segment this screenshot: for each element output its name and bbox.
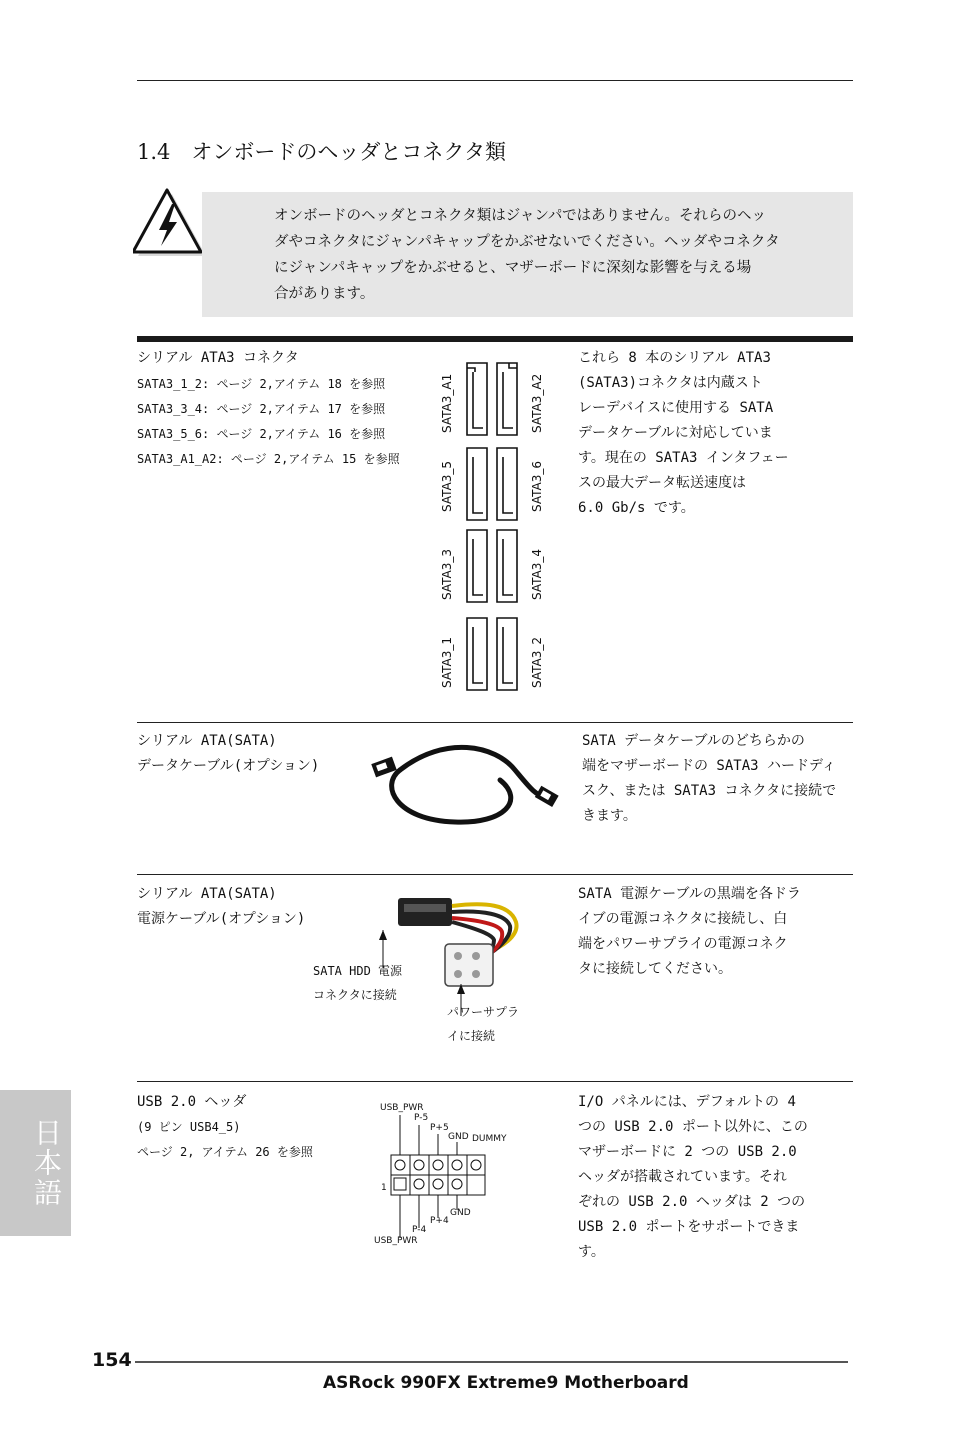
sata-power-title-line: 電源ケーブル(オプション) — [137, 911, 306, 927]
port-label-sata3-2: SATA3_2 — [530, 637, 544, 688]
port-label-sata3-6: SATA3_6 — [530, 461, 544, 512]
sata-cable-desc-line: スク、または SATA3 コネクタに接続で — [582, 783, 837, 799]
warning-lightning-icon — [133, 186, 205, 260]
note-line: ダやコネクタにジャンパキャップをかぶせないでください。ヘッダやコネクタ — [274, 234, 780, 250]
sata3-title: シリアル ATA3 コネクタ — [137, 350, 299, 366]
sata3-ref: SATA3_3_4: ページ 2,アイテム 17 を参照 — [137, 402, 386, 416]
psu-connect-label-line: パワーサプラ — [447, 1005, 520, 1019]
pin-label-usb-pwr-top: USB_PWR — [380, 1103, 424, 1113]
section-divider — [137, 1081, 853, 1082]
sata3-desc-line: レーデバイスに使用する SATA — [578, 400, 774, 416]
sata3-description — [578, 346, 848, 521]
sata3-desc-line: (SATA3)コネクタは内蔵スト — [578, 375, 763, 391]
sata-power-desc-line: タに接続してください。 — [578, 961, 732, 977]
sata3-port-diagram — [464, 360, 524, 695]
pin-1-marker: 1 — [381, 1183, 387, 1193]
usb-title: USB 2.0 ヘッダ — [137, 1094, 247, 1110]
sata3-ref: SATA3_1_2: ページ 2,アイテム 18 を参照 — [137, 377, 386, 391]
sata-cable-desc-line: 端をマザーボードの SATA3 ハードディ — [582, 758, 836, 774]
sata-cable-desc-line: SATA データケーブルのどちらかの — [582, 733, 805, 749]
sata3-desc-line: スの最大データ転送速度は — [578, 475, 746, 491]
pin-label-dummy: DUMMY — [472, 1134, 507, 1144]
note-line: にジャンパキャップをかぶせると、マザーボードに深刻な影響を与える場 — [274, 260, 752, 276]
sata-cable-title — [137, 729, 319, 779]
page-number: 154 — [92, 1349, 132, 1371]
pin-label-p-plus-5: P+5 — [430, 1123, 449, 1133]
pin-label-p-minus-4: P-4 — [412, 1225, 427, 1235]
section-divider — [137, 874, 853, 875]
usb-ref: ページ 2, アイテム 26 を参照 — [137, 1145, 313, 1159]
hdd-connect-label-line: コネクタに接続 — [313, 988, 397, 1002]
usb-desc-line: す。 — [578, 1244, 605, 1260]
usb-subtitle: (9 ピン USB4_5) — [137, 1120, 241, 1134]
pin-label-gnd-top: GND — [448, 1132, 469, 1142]
pin-label-p-minus-5: P-5 — [414, 1113, 429, 1123]
footer-rule — [135, 1361, 848, 1363]
pin-label-gnd-bottom: GND — [450, 1208, 471, 1218]
sata-cable-description — [582, 729, 854, 829]
footer-product-name: ASRock 990FX Extreme9 Motherboard — [323, 1373, 689, 1393]
language-side-tab — [0, 1090, 71, 1236]
hdd-connect-label — [313, 959, 402, 1007]
section-divider — [137, 722, 853, 723]
psu-connect-label — [447, 1000, 519, 1048]
port-label-sata3-3: SATA3_3 — [440, 549, 454, 600]
top-rule — [137, 80, 853, 81]
psu-connect-label-line: イに接続 — [447, 1029, 496, 1043]
sata-power-title — [137, 882, 305, 932]
sata-power-title-line: シリアル ATA(SATA) — [137, 886, 277, 902]
sata3-desc-line: 6.0 Gb/s です。 — [578, 500, 695, 516]
sata-cable-title-line: データケーブル(オプション) — [137, 758, 320, 774]
port-label-sata3-a1: SATA3_A1 — [440, 373, 454, 433]
note-line: オンボードのヘッダとコネクタ類はジャンパではありません。それらのヘッ — [274, 208, 766, 224]
sata-cable-desc-line: きます。 — [582, 808, 637, 824]
sata-power-description — [578, 882, 850, 982]
language-tab-label: 日本語 — [30, 1118, 63, 1208]
sata-power-desc-line: 端をパワーサプライの電源コネク — [578, 936, 788, 952]
section-title: 1.4 オンボードのヘッダとコネクタ類 — [137, 140, 506, 164]
sata3-desc-line: データケーブルに対応していま — [578, 425, 773, 441]
port-label-sata3-a2: SATA3_A2 — [530, 373, 544, 433]
sata3-ref: SATA3_A1_A2: ページ 2,アイテム 15 を参照 — [137, 452, 400, 466]
usb-desc-line: つの USB 2.0 ポート以外に、この — [578, 1119, 808, 1135]
sata-power-cable-image — [390, 892, 530, 992]
sata3-desc-line: す。現在の SATA3 インタフェー — [578, 450, 789, 466]
usb-header-pin-diagram — [370, 1100, 520, 1250]
sata3-refs — [137, 372, 400, 472]
usb-desc-line: USB 2.0 ポートをサポートできま — [578, 1219, 800, 1235]
hdd-connect-label-line: SATA HDD 電源 — [313, 964, 403, 978]
sata-cable-title-line: シリアル ATA(SATA) — [137, 733, 277, 749]
sata-data-cable-image — [365, 740, 565, 830]
sata-power-desc-line: SATA 電源ケーブルの黒端を各ドラ — [578, 886, 801, 902]
pin-label-usb-pwr-bottom: USB_PWR — [374, 1236, 418, 1246]
sata3-desc-line: これら 8 本のシリアル ATA3 — [578, 350, 771, 366]
note-text — [274, 203, 834, 307]
usb-desc-line: ぞれの USB 2.0 ヘッダは 2 つの — [578, 1194, 806, 1210]
port-label-sata3-4: SATA3_4 — [530, 549, 544, 600]
usb-desc-line: ヘッダが搭載されています。それ — [578, 1169, 787, 1185]
usb-description — [578, 1090, 850, 1265]
pin-label-p-plus-4: P+4 — [430, 1216, 449, 1226]
port-label-sata3-5: SATA3_5 — [440, 461, 454, 512]
section-divider-thick — [137, 336, 853, 342]
port-label-sata3-1: SATA3_1 — [440, 637, 454, 688]
sata3-ref: SATA3_5_6: ページ 2,アイテム 16 を参照 — [137, 427, 386, 441]
sata-power-desc-line: イブの電源コネクタに接続し、白 — [578, 911, 788, 927]
usb-desc-line: I/O パネルには、デフォルトの 4 — [578, 1094, 796, 1110]
note-line: 合があります。 — [274, 286, 375, 302]
usb-desc-line: マザーボードに 2 つの USB 2.0 — [578, 1144, 797, 1160]
